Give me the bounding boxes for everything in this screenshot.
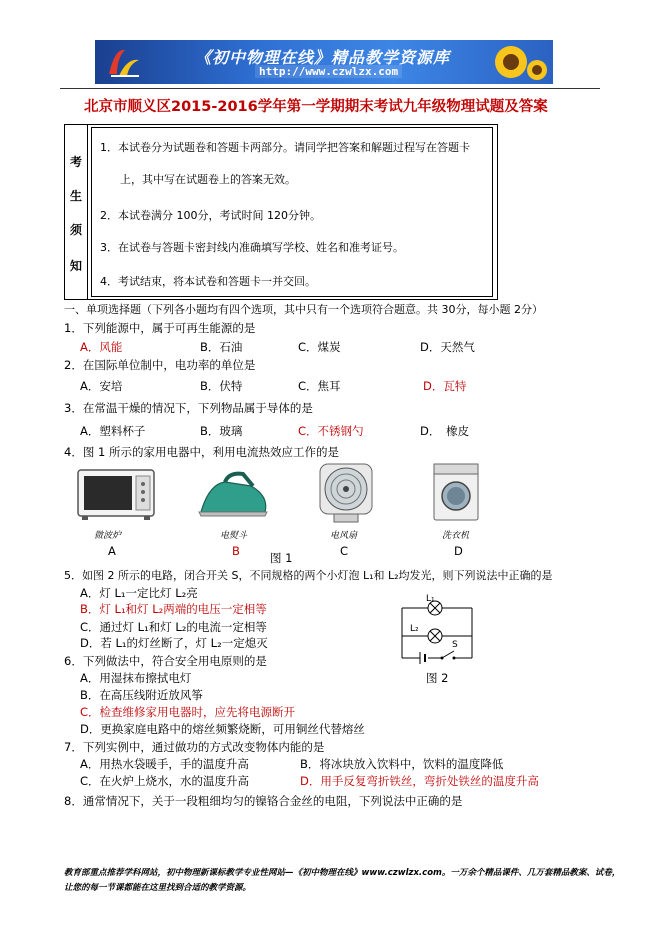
q3-option-b: B．玻璃 <box>200 424 243 438</box>
question-2-stem: 2．在国际单位制中，电功率的单位是 <box>64 358 256 372</box>
figure-1-label: 图 1 <box>270 551 293 565</box>
notice-side-char: 考 <box>70 155 83 169</box>
circuit-label-l1: L₁ <box>426 594 435 604</box>
q6-option-b: B．在高压线附近放风筝 <box>80 688 203 702</box>
q7-option-a: A．用热水袋暖手，手的温度升高 <box>80 757 249 771</box>
q5-option-b: B．灯 L₁和灯 L₂两端的电压一定相等 <box>80 602 267 616</box>
notice-side-char: 须 <box>70 223 83 237</box>
sunflower-icon <box>489 40 549 84</box>
q3-option-c: C．不锈钢勺 <box>298 424 364 438</box>
caption-microwave: 微波炉 <box>94 531 122 541</box>
question-6-stem: 6．下列做法中，符合安全用电原则的是 <box>64 654 267 668</box>
q2-option-d: D．瓦特 <box>423 379 467 393</box>
q3-option-d: D． 橡皮 <box>420 424 470 438</box>
q2-option-a: A．安培 <box>80 379 123 393</box>
banner-url[interactable]: http://www.czwlzx.com <box>255 65 402 78</box>
figure-2-label: 图 2 <box>426 671 449 685</box>
q5-option-c: C．通过灯 L₁和灯 L₂的电流一定相等 <box>80 620 267 634</box>
notice-line: 3．在试卷与答题卡密封线内准确填写学校、姓名和准考证号。 <box>100 241 404 254</box>
notice-line: 2．本试卷满分 100分，考试时间 120分钟。 <box>100 209 321 222</box>
q5-option-a: A．灯 L₁一定比灯 L₂亮 <box>80 586 198 600</box>
header-banner <box>95 40 553 84</box>
header-divider <box>60 88 600 89</box>
question-5-stem: 5．如图 2 所示的电路，闭合开关 S，不同规格的两个小灯泡 L₁和 L₂均发光，则下列说法中正确的是 <box>64 569 553 582</box>
document-title: 北京市顺义区2015-2016学年第一学期期末考试九年级物理试题及答案 <box>84 99 548 115</box>
question-3-stem: 3．在常温干燥的情况下，下列物品属于导体的是 <box>64 401 313 415</box>
q4-option-d: D <box>454 544 463 558</box>
notice-side-char: 生 <box>70 189 83 203</box>
q7-option-b: B．将冰块放入饮料中，饮料的温度降低 <box>300 757 504 771</box>
notice-line: 4．考试结束，将本试卷和答题卡一并交回。 <box>100 275 316 288</box>
caption-fan: 电风扇 <box>330 531 358 541</box>
iron-icon <box>195 466 275 522</box>
banner-title: 《初中物理在线》精品教学资源库 <box>195 48 451 67</box>
caption-iron: 电熨斗 <box>220 531 248 541</box>
notice-line: 上，其中写在试题卷上的答案无效。 <box>120 173 296 186</box>
q6-option-d: D．更换家庭电路中的熔丝频繁烧断，可用铜丝代替熔丝 <box>80 722 365 736</box>
microwave-icon <box>76 466 156 522</box>
notice-side-label <box>65 125 88 299</box>
question-4-stem: 4．图 1 所示的家用电器中，利用电流热效应工作的是 <box>64 445 339 459</box>
q1-option-a: A．风能 <box>80 340 123 354</box>
q1-option-c: C．煤炭 <box>298 340 341 354</box>
q4-option-c: C <box>340 544 349 558</box>
notice-line: 1．本试卷分为试题卷和答题卡两部分。请同学把答案和解题过程写在答题卡 <box>100 141 470 154</box>
q1-option-d: D．天然气 <box>420 340 475 354</box>
exam-notice-box <box>64 124 498 300</box>
circuit-label-s: S <box>452 640 458 650</box>
q4-option-b: B <box>232 544 240 558</box>
q4-option-a: A <box>108 544 116 558</box>
site-logo-icon <box>103 44 143 80</box>
q2-option-b: B．伏特 <box>200 379 243 393</box>
page-footer: 教育部重点推荐学科网站，初中物理新课标教学专业性网站—《初中物理在线》www.czwlzx.com。一万余个精品课件、几万套精品教案、试卷，让您的每一节课都能在这里找到合适的教学资源。 <box>64 868 621 893</box>
circuit-label-l2: L₂ <box>410 624 419 634</box>
notice-side-char: 知 <box>70 259 83 273</box>
q6-option-c: C．检查维修家用电器时，应先将电源断开 <box>80 705 296 719</box>
q3-option-a: A．塑料杯子 <box>80 424 146 438</box>
q7-option-d: D．用手反复弯折铁丝，弯折处铁丝的温度升高 <box>300 774 539 788</box>
question-8-stem: 8．通常情况下，关于一段粗细均匀的镍铬合金丝的电阻，下列说法中正确的是 <box>64 794 463 808</box>
q1-option-b: B．石油 <box>200 340 243 354</box>
washing-machine-icon <box>432 462 480 522</box>
question-1-stem: 1．下列能源中，属于可再生能源的是 <box>64 321 256 335</box>
question-7-stem: 7．下列实例中，通过做功的方式改变物体内能的是 <box>64 740 325 754</box>
q7-option-c: C．在火炉上烧水，水的温度升高 <box>80 774 250 788</box>
section-heading: 一、单项选择题（下列各小题均有四个选项，其中只有一个选项符合题意。共 30分，每小题 2分） <box>64 303 543 316</box>
q2-option-c: C．焦耳 <box>298 379 341 393</box>
fan-icon <box>316 462 376 524</box>
q6-option-a: A．用湿抹布擦拭电灯 <box>80 671 192 685</box>
caption-washer: 洗衣机 <box>442 531 470 541</box>
q5-option-d: D．若 L₁的灯丝断了，灯 L₂一定熄灭 <box>80 636 268 650</box>
